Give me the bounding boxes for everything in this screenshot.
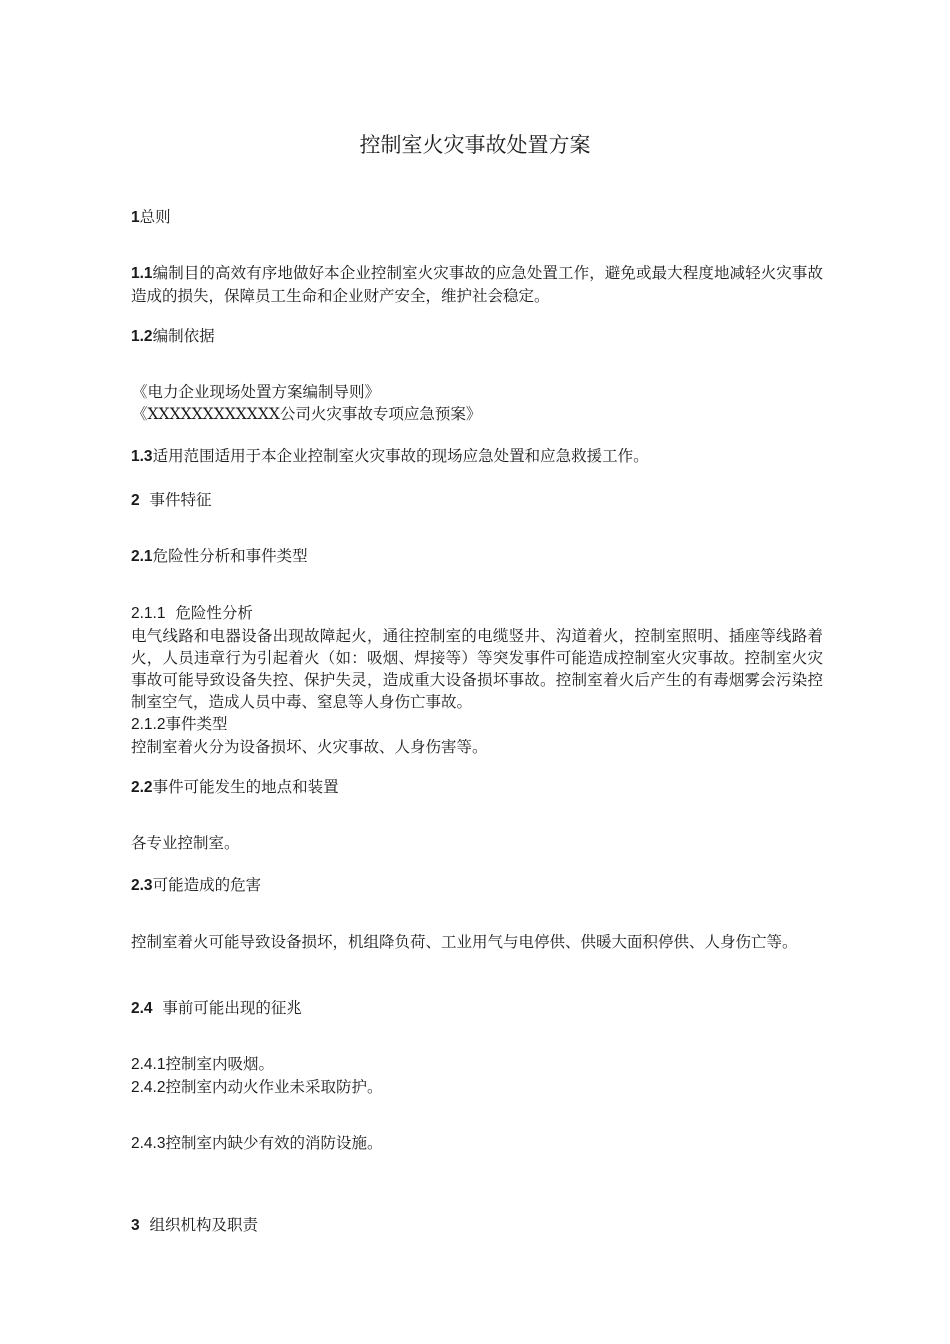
- section-2-1-1-block: [131, 602, 823, 758]
- section-number: 2.4.3: [131, 1135, 166, 1152]
- section-2-4-list: [131, 1053, 823, 1099]
- paragraph-text: 适用范围适用于本企业控制室火灾事故的现场应急处置和应急救援工作。: [152, 447, 649, 465]
- section-2-4-heading: [131, 997, 823, 1020]
- section-number: 2.1: [131, 548, 153, 565]
- paragraph-text: 编制目的高效有序地做好本企业控制室火灾事故的应急处置工作，避免或最大程度地减轻火灾事故造成的损失，保障员工生命和企业财产安全，维护社会稳定。: [131, 264, 823, 305]
- section-title: 组织机构及职责: [149, 1216, 258, 1234]
- document-title: 控制室火灾事故处置方案: [359, 133, 591, 157]
- section-title: 可能造成的危害: [152, 876, 262, 894]
- section-number: 3: [131, 1217, 140, 1234]
- section-title: 总则: [139, 208, 171, 226]
- reference-item: 《电力企业现场处置方案编制导则》: [132, 383, 381, 401]
- section-number: 1.3: [131, 448, 153, 465]
- section-title: 编制依据: [152, 327, 215, 345]
- section-3-heading: [131, 1214, 823, 1237]
- section-title: 危险性分析: [175, 604, 253, 622]
- section-number: 2.1.2: [131, 716, 166, 733]
- section-number: 2.3: [131, 877, 153, 894]
- list-item: [131, 1076, 823, 1099]
- section-1-3-paragraph: [131, 445, 823, 468]
- section-number: 1: [131, 209, 140, 226]
- list-item: [131, 1053, 823, 1076]
- section-number: 2: [131, 492, 140, 509]
- section-title: 事前可能出现的征兆: [162, 999, 302, 1017]
- list-item-text: 控制室内缺少有效的消防设施。: [165, 1134, 383, 1152]
- section-title: 危险性分析和事件类型: [152, 547, 308, 565]
- section-1-1-paragraph: [131, 262, 823, 307]
- section-2-3-heading: [131, 874, 823, 897]
- list-item-text: 控制室内吸烟。: [165, 1055, 274, 1073]
- section-2-3-paragraph: 控制室着火可能导致设备损坏，机组降负荷、工业用气与电停供、供暖大面积停供、人身伤亡等。: [131, 933, 798, 951]
- section-2-2-heading: [131, 776, 823, 799]
- section-title: 事件类型: [165, 715, 228, 733]
- section-number: 2.1.1: [131, 605, 166, 622]
- section-2-2-paragraph: 各专业控制室。: [131, 834, 240, 852]
- section-number: 1.1: [131, 265, 153, 282]
- subsection-heading: [131, 602, 823, 625]
- section-number: 2.4: [131, 1000, 153, 1017]
- section-number: 2.4.1: [131, 1056, 166, 1073]
- list-item-text: 控制室内动火作业未采取防护。: [165, 1078, 383, 1096]
- section-2-1-heading: [131, 545, 823, 568]
- section-1-heading: [131, 206, 823, 229]
- list-item: [131, 1132, 823, 1155]
- reference-list: [132, 381, 824, 425]
- section-number: 2.2: [131, 779, 153, 796]
- section-title: 事件可能发生的地点和装置: [152, 778, 339, 796]
- section-2-heading: [131, 489, 823, 512]
- section-number: 1.2: [131, 328, 153, 345]
- paragraph-text: 控制室着火分为设备损坏、火灾事故、人身伤害等。: [131, 738, 488, 756]
- section-title: 事件特征: [149, 491, 212, 509]
- reference-item: 《XXXXXXXXXXXX公司火灾事故专项应急预案》: [132, 405, 482, 423]
- section-1-2-heading: [131, 325, 823, 348]
- paragraph-text: 电气线路和电器设备出现故障起火，通往控制室的电缆竖井、沟道着火，控制室照明、插座等线路着火，人员违章行为引起着火（如：吸烟、焊接等）等突发事件可能造成控制室火灾事故。控制室火灾事故可能导致设备失控、保护失灵，造成重大设备损坏事故。控制室着火后产生的有毒烟雾会污染控制室空气，造成人员中毒、窒息等人身伤亡事故。: [131, 627, 823, 711]
- section-number: 2.4.2: [131, 1079, 166, 1096]
- subsection-heading: [131, 713, 823, 736]
